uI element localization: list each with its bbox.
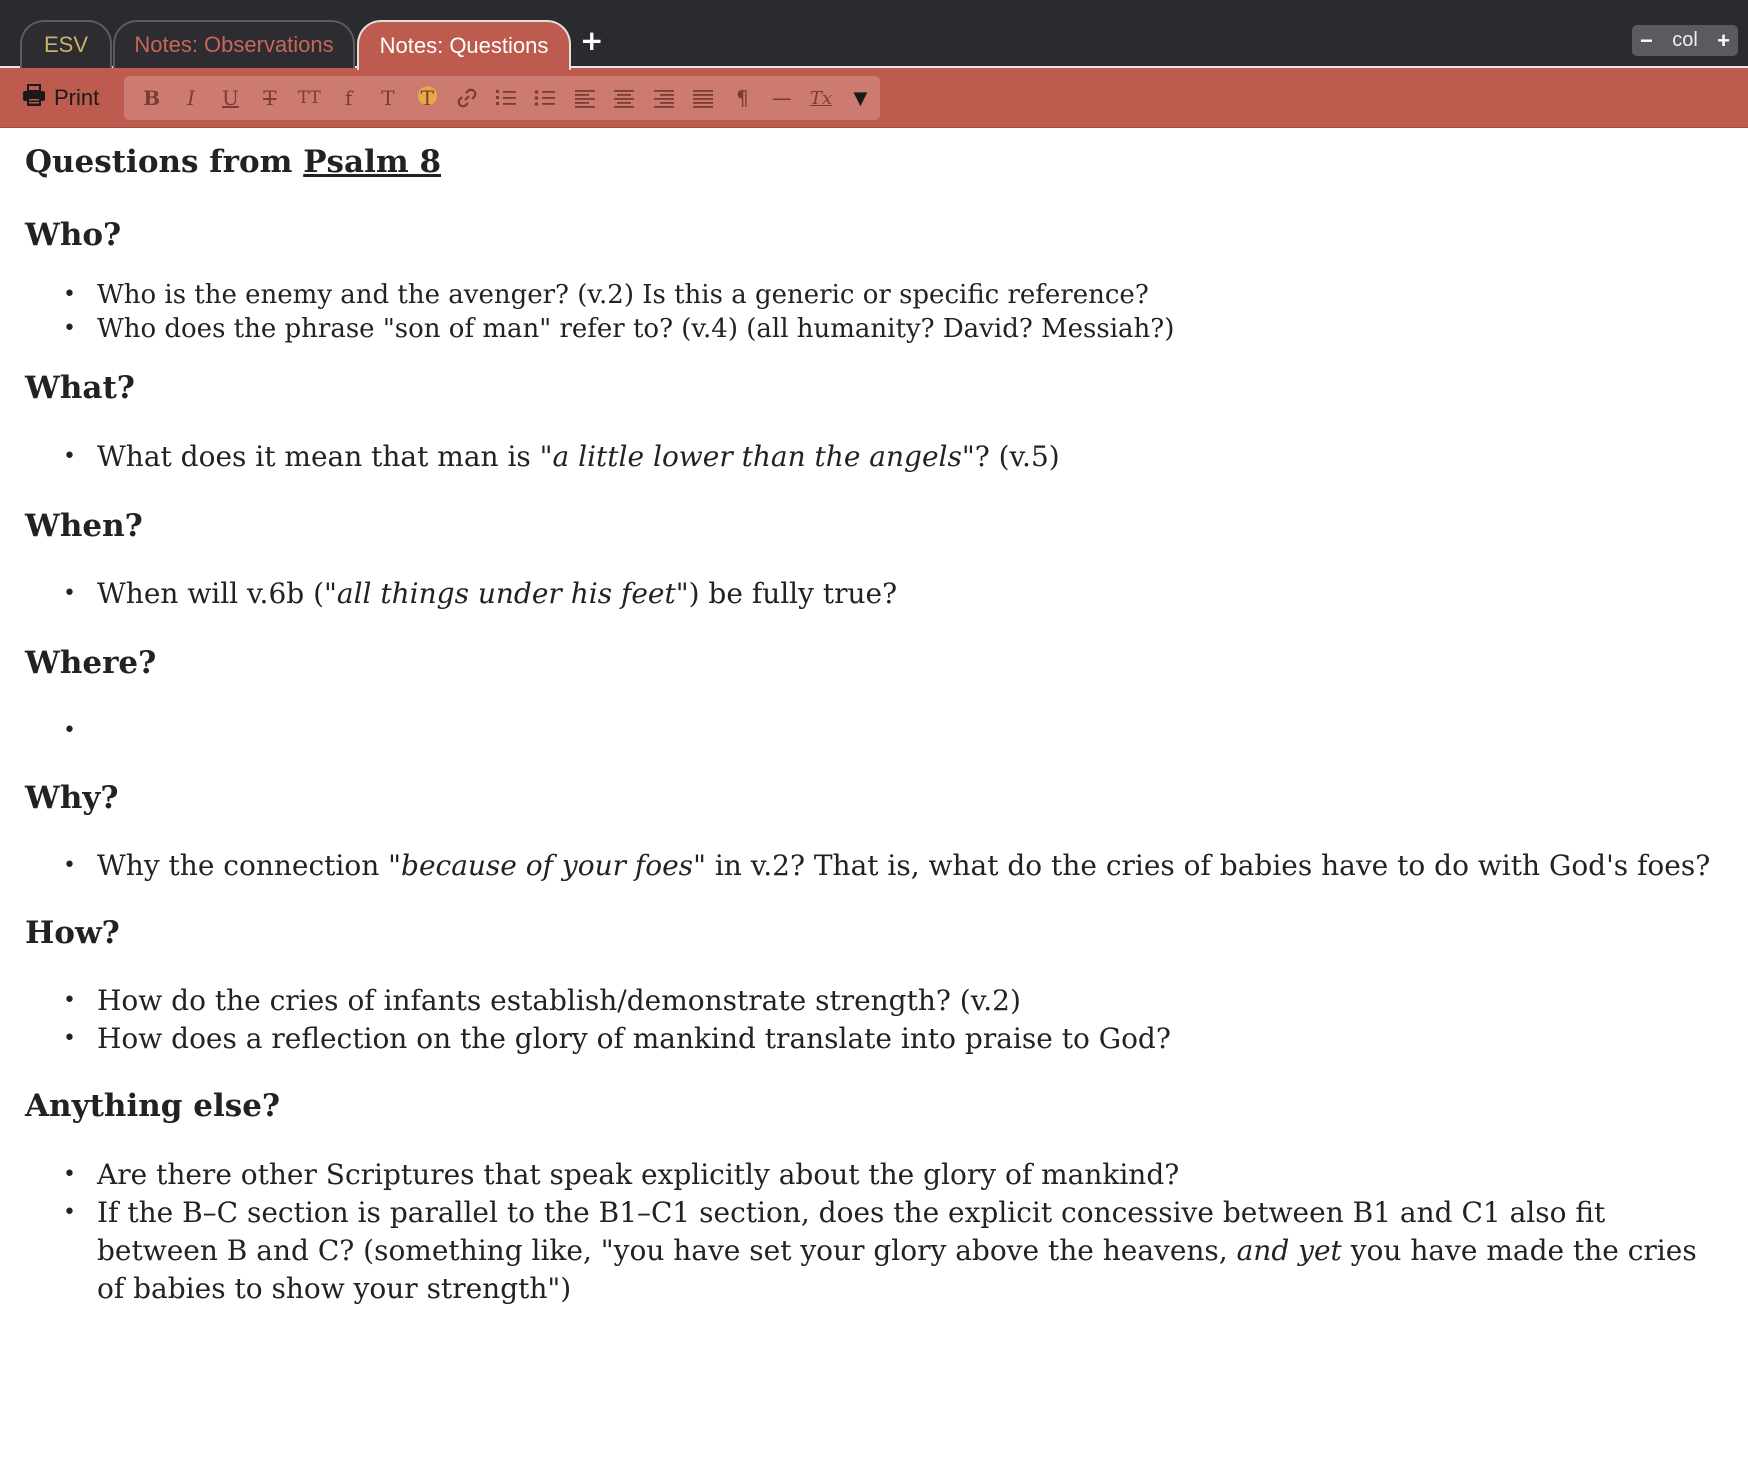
align-center-button[interactable] — [605, 76, 644, 120]
question-list-anything-else — [25, 1156, 1725, 1308]
justify-button[interactable] — [683, 76, 722, 120]
section-heading-who: Who? — [25, 217, 122, 254]
add-column-button[interactable]: + — [1717, 27, 1730, 53]
bullet-list-icon — [534, 87, 556, 109]
page-title — [25, 144, 1725, 181]
clear-formatting-button[interactable]: Tx — [809, 87, 833, 109]
align-left-icon — [574, 87, 596, 109]
text-color-button[interactable]: T — [381, 86, 395, 110]
item-text: What does it mean that man is — [97, 439, 540, 473]
strikethrough-button[interactable]: T — [263, 86, 277, 110]
small-caps-button[interactable]: TT — [297, 88, 321, 108]
editor-toolbar — [0, 68, 1748, 128]
align-center-icon — [613, 87, 635, 109]
item-text: If the B–C section is parallel to the B1–C1 section, does the explicit concessive between B1 and C1 also fit between B and C? (something like, "you have set your glory above the heavens, — [97, 1195, 1606, 1267]
list-item: • Who does the phrase "son of man" refer to? (v.4) (all humanity? David? Messiah?) — [25, 312, 1725, 346]
item-text: " in v.2? That is, what do the cries of babies have to do with God's foes? — [693, 849, 1711, 883]
question-list-why — [25, 847, 1725, 885]
column-label: col — [1672, 29, 1698, 51]
ordered-list-icon — [495, 87, 517, 109]
question-list-when — [25, 575, 1725, 613]
bold-button[interactable]: B — [143, 86, 161, 110]
item-text: Why the connection " — [97, 849, 402, 883]
item-quote: "a little lower than the angels — [539, 439, 962, 473]
list-item — [25, 847, 1725, 885]
justify-icon — [692, 87, 714, 109]
align-right-button[interactable] — [644, 76, 683, 120]
horizontal-rule-button[interactable]: — — [771, 86, 792, 110]
tab-notes-questions[interactable]: Notes: Questions — [357, 20, 571, 70]
list-item — [25, 1194, 1725, 1308]
link-icon — [456, 87, 478, 109]
item-quote: "all things under his feet" — [324, 576, 689, 610]
item-text: When will v.6b ( — [97, 576, 325, 610]
item-text: ) be fully true? — [688, 576, 898, 610]
tab-notes-observations[interactable]: Notes: Observations — [113, 20, 355, 68]
bullet-list-button[interactable] — [526, 76, 565, 120]
item-emphasis: and yet — [1236, 1233, 1342, 1267]
section-heading-what: What? — [25, 370, 135, 407]
format-toolbar — [124, 76, 880, 120]
paragraph-direction-button[interactable]: ¶ — [735, 86, 749, 110]
item-text: "? (v.5) — [961, 439, 1060, 473]
list-item — [25, 438, 1725, 476]
print-label: Print — [54, 85, 100, 110]
font-family-button[interactable]: f — [344, 86, 353, 110]
section-heading-why: Why? — [25, 779, 119, 816]
section-heading-where: Where? — [25, 644, 157, 681]
print-button[interactable] — [22, 82, 99, 114]
remove-column-button[interactable]: − — [1640, 27, 1653, 53]
list-item: • How does a reflection on the glory of mankind translate into praise to God? — [25, 1020, 1725, 1058]
ordered-list-button[interactable] — [486, 76, 525, 120]
section-heading-how: How? — [25, 915, 120, 952]
item-text: you have made the cries of babies to show your strength") — [97, 1233, 1697, 1305]
list-item: • Who is the enemy and the avenger? (v.2) Is this a generic or specific reference? — [25, 278, 1725, 312]
question-list-what — [25, 438, 1725, 476]
tab-bar — [0, 0, 1748, 68]
section-heading-anything-else: Anything else? — [25, 1088, 281, 1125]
underline-button[interactable]: U — [222, 86, 239, 110]
more-options-button[interactable]: ▼ — [853, 87, 868, 109]
tab-esv[interactable]: ESV — [20, 20, 112, 68]
column-control — [1632, 25, 1738, 56]
section-heading-when: When? — [25, 507, 143, 544]
align-left-button[interactable] — [565, 76, 604, 120]
align-right-icon — [653, 87, 675, 109]
link-button[interactable] — [447, 76, 486, 120]
title-prefix: Questions from — [25, 144, 304, 180]
list-item: • How do the cries of infants establish/demonstrate strength? (v.2) — [25, 982, 1725, 1020]
list-item — [25, 575, 1725, 613]
item-quote: because of your foes — [401, 849, 694, 883]
highlight-button[interactable]: T — [408, 76, 447, 120]
question-list-who — [25, 278, 1725, 346]
question-list-where — [25, 712, 1725, 750]
question-list-how — [25, 982, 1725, 1058]
add-tab-button[interactable]: + — [580, 24, 604, 57]
printer-icon — [22, 83, 46, 113]
psalm-link[interactable]: Psalm 8 — [303, 144, 442, 180]
notes-editor[interactable] — [25, 128, 1725, 1308]
italic-button[interactable]: I — [187, 86, 196, 110]
list-item: • Are there other Scriptures that speak explicitly about the glory of mankind? — [25, 1156, 1725, 1194]
list-item-empty — [25, 712, 1725, 750]
